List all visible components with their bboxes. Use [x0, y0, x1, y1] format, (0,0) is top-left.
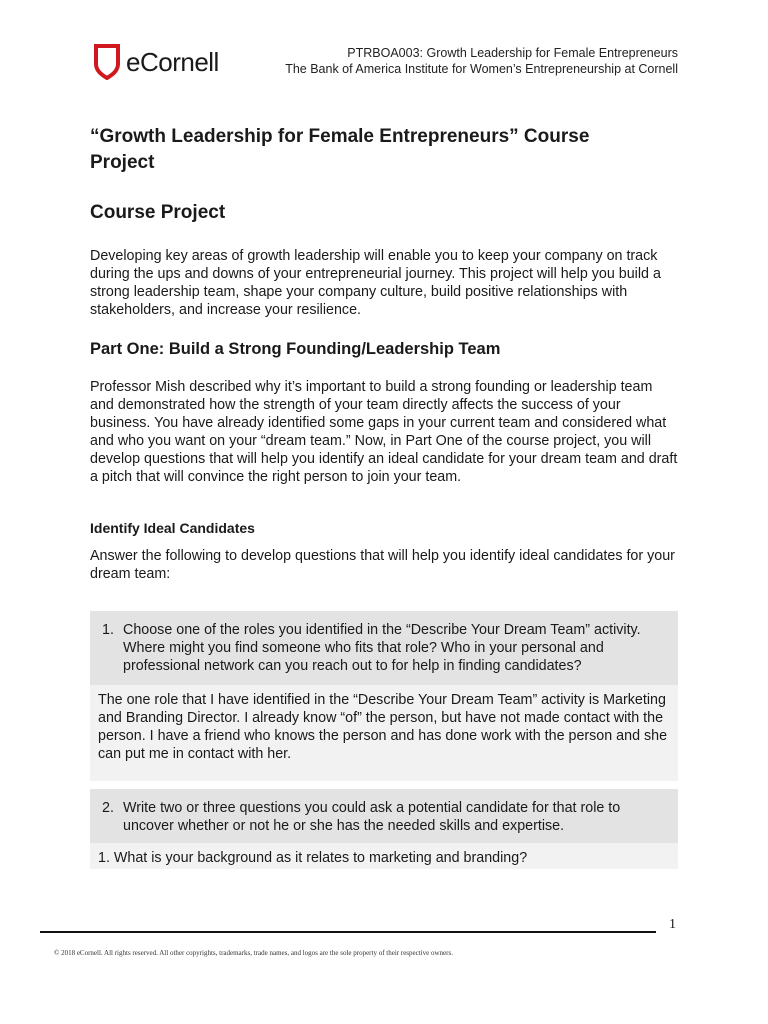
- part-intro-paragraph: Professor Mish described why it’s important to build a strong founding or leadership team and demonstrated how the strength of your team directly affects the success of your business. You have already identified some gaps in your current team and considered what and who you want on your “dream team.” Now, in Part One of the course project, you will develop questions that will help you identify an ideal candidate for your dream team and draft a pitch that will convince the right person to join your team.: [90, 379, 678, 485]
- section-heading: Course Project: [90, 202, 226, 223]
- question-number: 1.: [102, 622, 114, 638]
- answer-box-1[interactable]: [90, 685, 678, 781]
- answer-text: 1. What is your background as it relates to marketing and branding?: [98, 850, 528, 866]
- question-text: Write two or three questions you could ask a potential candidate for that role to uncover whether or not he or she has the needed skills and expertise.: [123, 800, 621, 834]
- document-title: “Growth Leadership for Female Entrepreneurs” Course Project: [90, 126, 590, 173]
- institute-line: The Bank of America Institute for Women’s Entrepreneurship at Cornell: [285, 62, 678, 76]
- copyright-notice: © 2018 eCornell. All rights reserved. All other copyrights, trademarks, trade names, and logos are the sole property of their respective owners.: [54, 949, 453, 957]
- shield-icon: [94, 44, 120, 80]
- part-heading: Part One: Build a Strong Founding/Leadership Team: [90, 340, 501, 358]
- question-text: Choose one of the roles you identified in the “Describe Your Dream Team” activity. Where might you find someone who fits that role? Who in your personal and professional network can you reach out to for help in finding candidates?: [123, 622, 641, 674]
- question-number: 2.: [102, 800, 114, 816]
- instructions-paragraph: Answer the following to develop questions that will help you identify ideal candidates for your dream team:: [90, 548, 675, 582]
- course-code-line: PTRBOA003: Growth Leadership for Female Entrepreneurs: [347, 46, 678, 60]
- question-box-1: [90, 611, 678, 685]
- ecornell-logo: [94, 44, 219, 80]
- subheading: Identify Ideal Candidates: [90, 520, 255, 536]
- answer-text: The one role that I have identified in the “Describe Your Dream Team” activity is Marketing and Branding Director. I already know “of” the person, but have not made contact with the person. I have a friend who knows the person and has done work with the person and she can put me in contact with her.: [98, 692, 668, 762]
- answer-box-2[interactable]: [90, 843, 678, 869]
- footer-divider: [40, 931, 656, 933]
- page-number: 1: [669, 917, 676, 932]
- question-box-2: [90, 789, 678, 843]
- intro-paragraph: Developing key areas of growth leadership will enable you to keep your company on track during the ups and downs of your entrepreneurial journey. This project will help you build a strong leadership team, shape your company culture, build positive relationships with stakeholders, and increase your resilience.: [90, 248, 661, 318]
- logo-text: eCornell: [126, 46, 219, 77]
- header-meta: [285, 45, 678, 77]
